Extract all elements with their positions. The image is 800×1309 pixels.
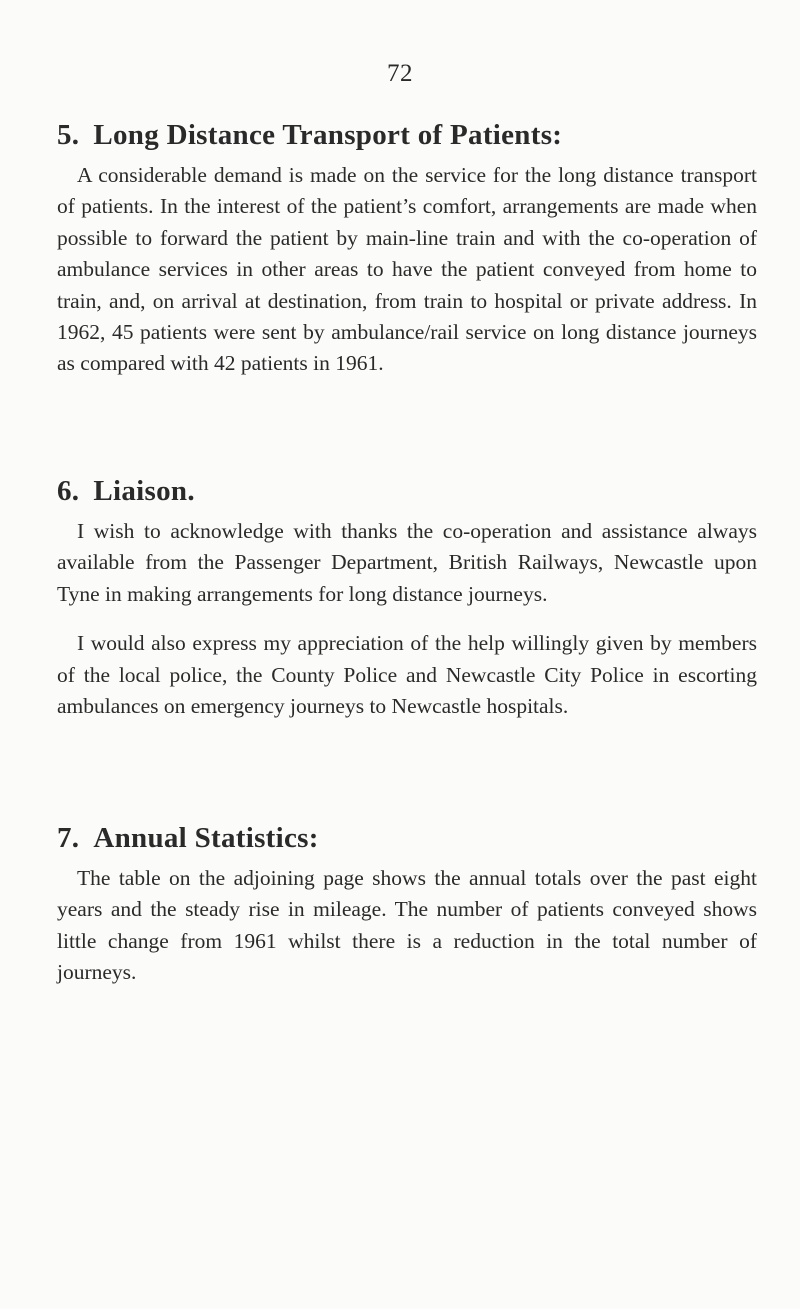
paragraph: A considerable demand is made on the service for the long distance transport of patients. In the interest of the patient’s comfort, arrangements are made when possible to forward the patient by main-line train and with the co-operation of ambulance services in other areas to have the patient conveyed from home to train, and, on arrival at destination, from train to hospital or private address. In 1962, 45 patients were sent by ambulance/rail service on long distance journeys as compared with 42 patients in 1961. [57, 163, 757, 376]
section-annual-statistics [57, 822, 757, 989]
section-number: 7. [57, 822, 80, 854]
paragraph: I would also express my appreciation of the help willingly given by members of the local police, the County Police and Newcastle City Police in escorting ambulances on emergency journeys to Newcastle hospitals. [57, 631, 757, 719]
section-heading [57, 822, 757, 855]
section-title: Long Distance Transport of Patients: [93, 119, 563, 151]
section-number: 6. [57, 475, 80, 507]
section-heading [57, 475, 757, 508]
section-liaison [57, 475, 757, 722]
section-heading [57, 119, 757, 152]
section-number: 5. [57, 119, 80, 151]
paragraph: The table on the adjoining page shows the annual totals over the past eight years and the steady rise in mileage. The number of patients conveyed shows little change from 1961 whilst there is a reduction in the total number of journeys. [57, 866, 757, 985]
section-title: Annual Statistics: [93, 822, 319, 854]
page-number: 72 [387, 60, 413, 87]
section-title: Liaison. [93, 475, 195, 507]
paragraph: I wish to acknowledge with thanks the co-operation and assistance always available from the Passenger Department, British Railways, Newcastle upon Tyne in making arrangements for long distance journeys. [57, 519, 757, 606]
section-long-distance-transport [57, 119, 757, 380]
